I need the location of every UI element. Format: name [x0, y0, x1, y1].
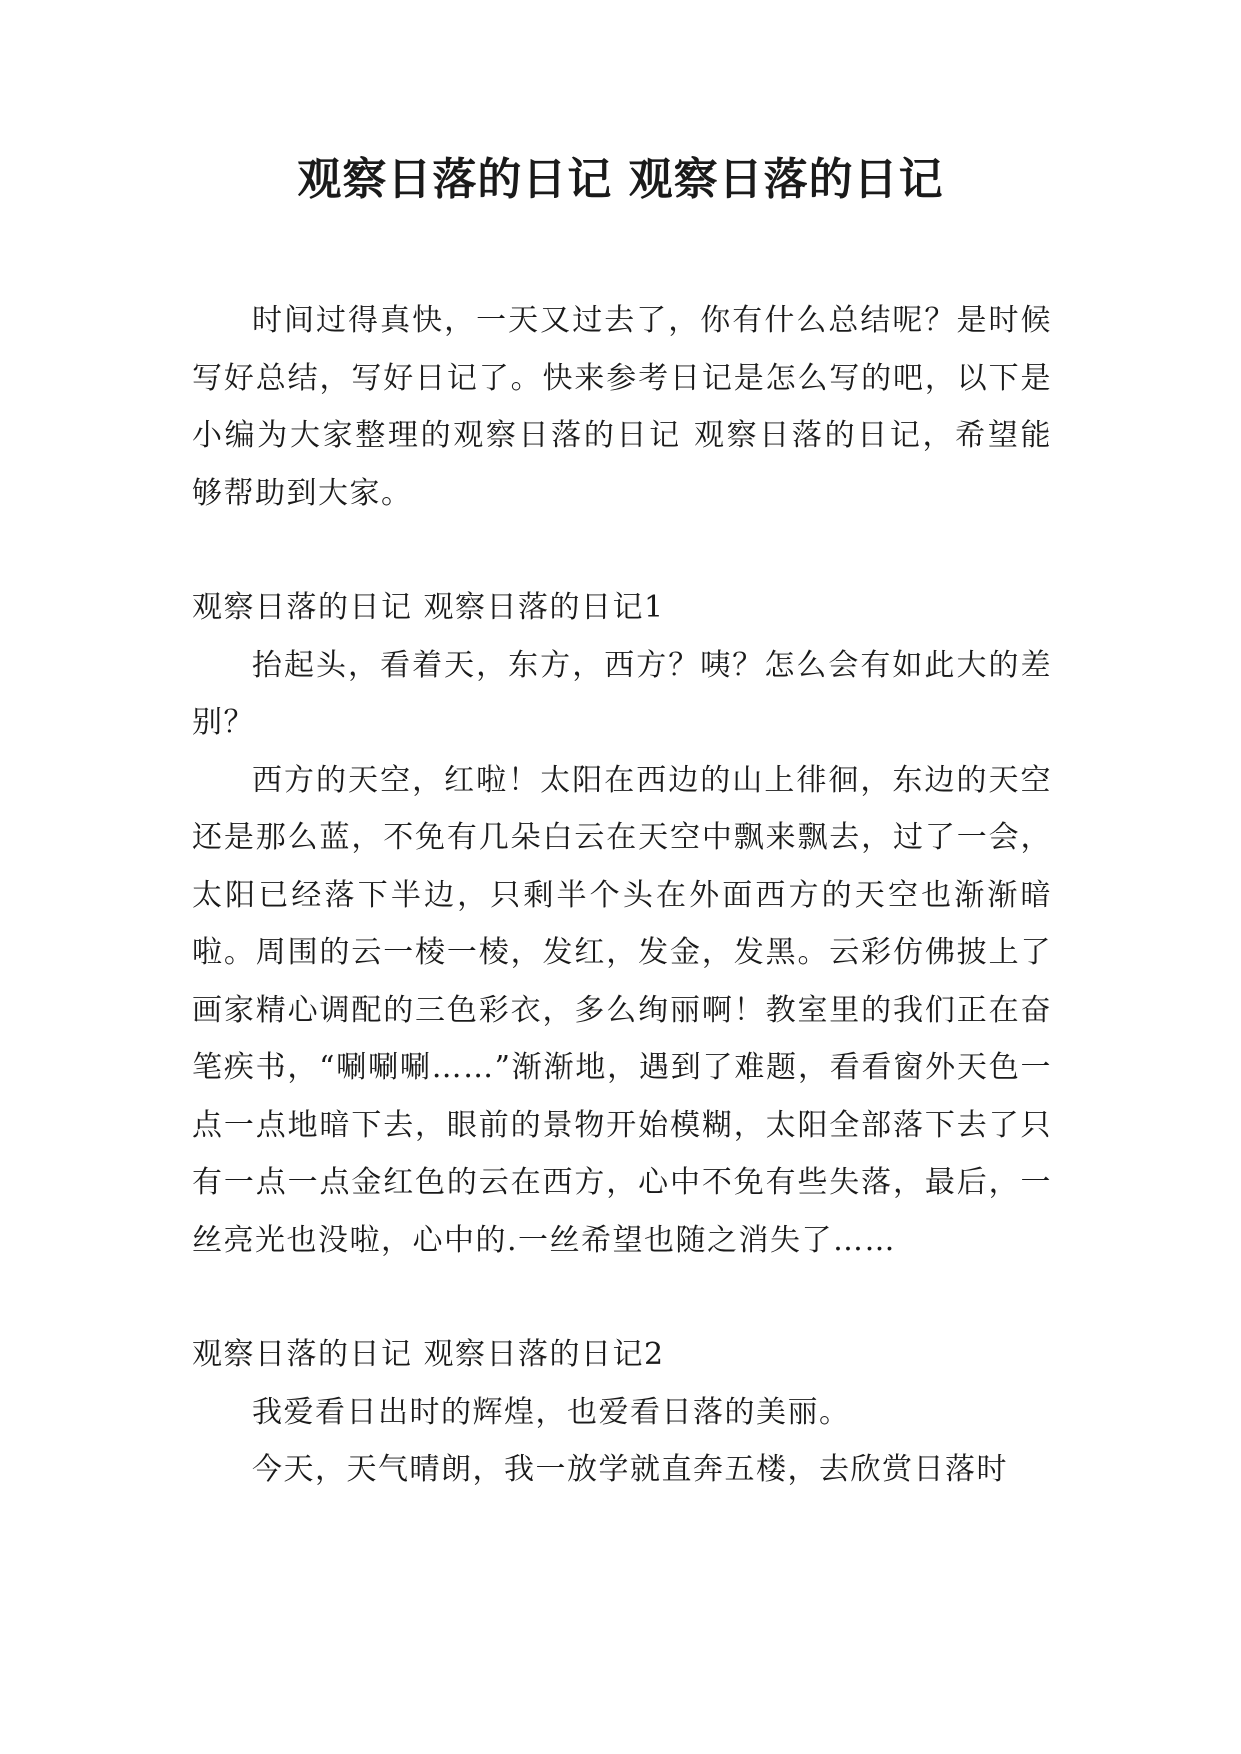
section-heading-1: 观察日落的日记 观察日落的日记1 [192, 590, 665, 625]
document-title: 观察日落的日记 观察日落的日记 [297, 154, 944, 205]
section-1-paragraph-2: 西方的天空，红啦！太阳在西边的山上徘徊，东边的天空还是那么蓝，不免有几朵白云在天空中飘来飘去，过了一会，太阳已经落下半边，只剩半个头在外面西方的天空也渐渐暗啦。周围的云一棱一棱，发红，发金，发黑。云彩仿佛披上了画家精心调配的三色彩衣，多么绚丽啊！教室里的我们正在奋笔疾书，“唰唰唰……”渐渐地，遇到了难题，看看窗外天色一点一点地暗下去，眼前的景物开始模糊，太阳全部落下去了只有一点一点金红色的云在西方，心中不免有些失落，最后，一丝亮光也没啦，心中的.一丝希望也随之消失了…… [192, 762, 1052, 1258]
section-1-paragraph-1: 抬起头，看着天，东方，西方？咦？怎么会有如此大的差别？ [192, 647, 1052, 740]
section-heading-2: 观察日落的日记 观察日落的日记2 [192, 1337, 665, 1372]
section-2-paragraph-1: 我爱看日出时的辉煌，也爱看日落的美丽。 [252, 1394, 851, 1430]
intro-paragraph: 时间过得真快，一天又过去了，你有什么总结呢？是时候写好总结，写好日记了。快来参考日记是怎么写的吧，以下是小编为大家整理的观察日落的日记 观察日落的日记，希望能够帮助到大家。 [192, 303, 1052, 511]
document-body [192, 292, 1052, 1499]
section-2-paragraph-2: 今天，天气晴朗，我一放学就直奔五楼，去欣赏日落时 [252, 1452, 1008, 1487]
